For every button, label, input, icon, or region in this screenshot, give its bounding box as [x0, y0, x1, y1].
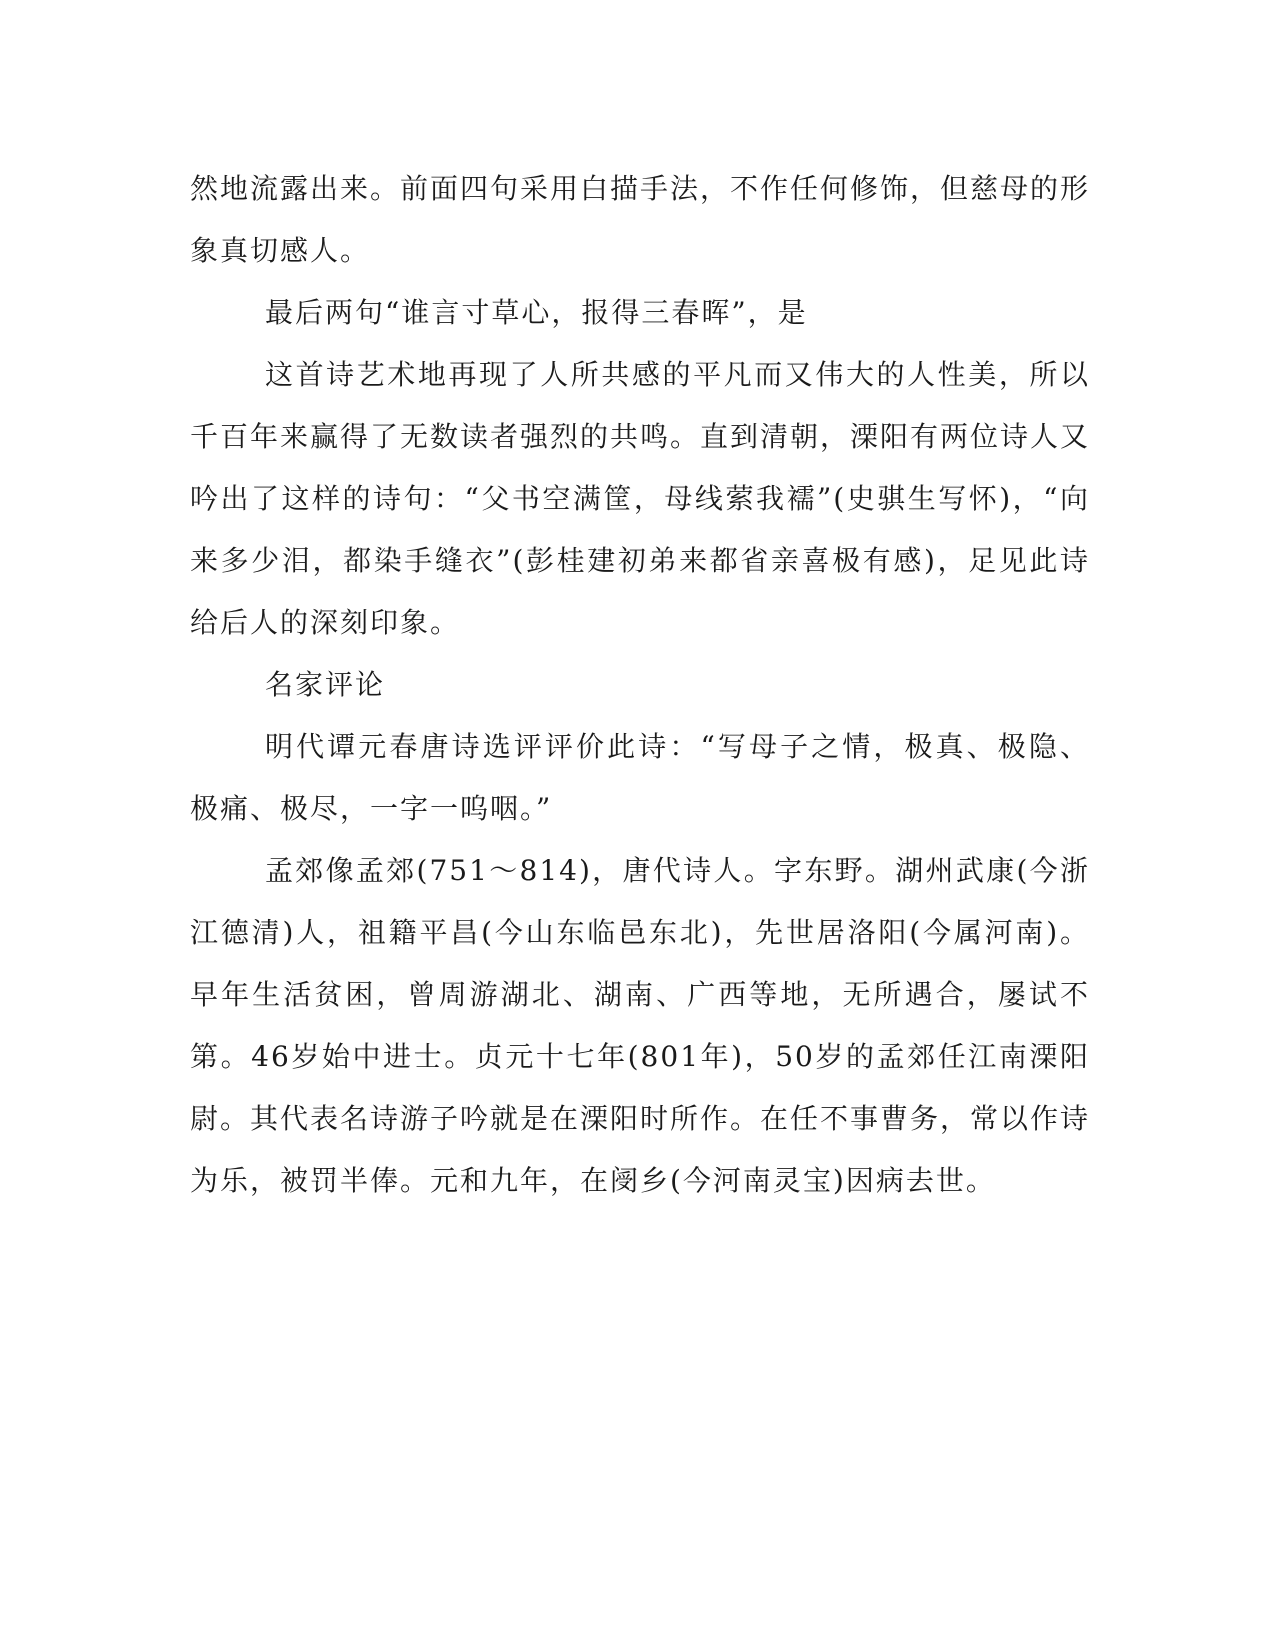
paragraph-last-two-lines: 最后两句“谁言寸草心，报得三春晖”，是 [265, 296, 808, 329]
paragraph-intro-continuation: 然地流露出来。前面四句采用白描手法，不作任何修饰，但慈母的形象真切感人。 [190, 172, 1091, 267]
section-heading-critic-reviews: 名家评论 [265, 668, 386, 701]
paragraph-poem-influence: 这首诗艺术地再现了人所共感的平凡而又伟大的人性美，所以千百年来赢得了无数读者强烈的共鸣。直到清朝，溧阳有两位诗人又吟出了这样的诗句：“父书空满筐，母线萦我襦”(史骐生写怀)，“向来多少泪，都染手缝衣”(彭桂建初弟来都省亲喜极有感)，足见此诗给后人的深刻印象。 [190, 358, 1091, 639]
paragraph-meng-jiao-biography: 孟郊像孟郊(751～814)，唐代诗人。字东野。湖州武康(今浙江德清)人，祖籍平昌(今山东临邑东北)，先世居洛阳(今属河南)。早年生活贫困，曾周游湖北、湖南、广西等地，无所遇合，屡试不第。46岁始中进士。贞元十七年(801年)，50岁的孟郊任江南溧阳尉。其代表名诗游子吟就是在溧阳时所作。在任不事曹务，常以作诗为乐，被罚半俸。元和九年，在阌乡(今河南灵宝)因病去世。 [190, 854, 1091, 1197]
document-body [190, 158, 1090, 1212]
paragraph-tan-yuanchun-review: 明代谭元春唐诗选评评价此诗：“写母子之情，极真、极隐、极痛、极尽，一字一呜咽。” [190, 730, 1090, 825]
